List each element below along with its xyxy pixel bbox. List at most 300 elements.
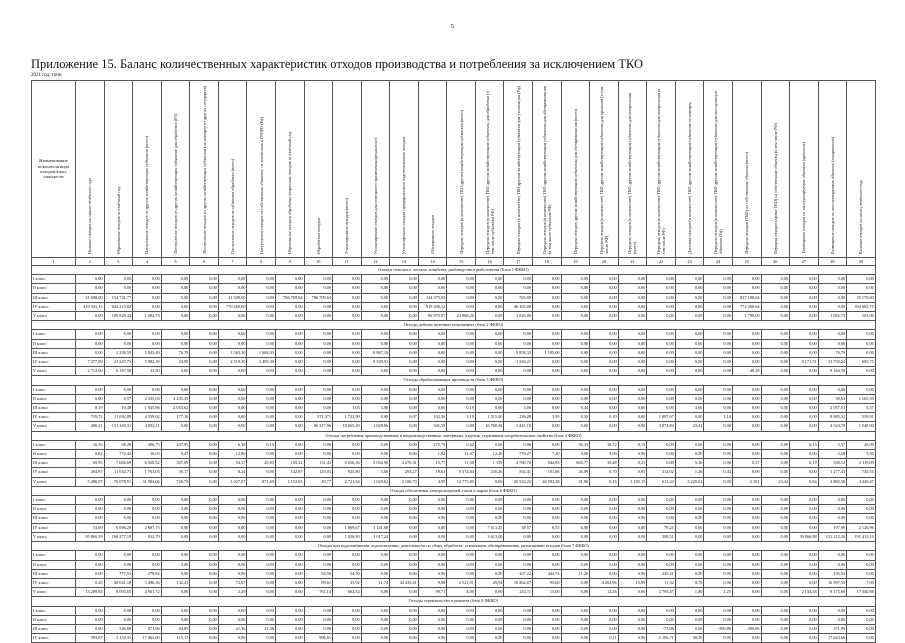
table-cell: 0,00 xyxy=(533,275,562,284)
table-cell: 0,00 xyxy=(618,312,647,321)
table-cell: 0,00 xyxy=(704,578,733,587)
table-cell: 0,00 xyxy=(447,302,476,311)
table-cell: 2 134,38 xyxy=(790,588,819,597)
header-cell xyxy=(218,81,247,258)
table-cell: 770 260,00 xyxy=(218,302,247,311)
column-number: 26 xyxy=(761,258,790,266)
table-cell: 2 712,60 xyxy=(76,367,105,376)
table-cell: 0,00 xyxy=(561,532,590,541)
table-cell: 0,00 xyxy=(790,624,819,633)
table-cell: 0,00 xyxy=(275,615,304,624)
hazard-class-label: I класс xyxy=(32,275,76,284)
table-cell: 54,50 xyxy=(333,569,362,578)
table-cell: 69,95 xyxy=(76,459,105,468)
table-cell: 12,26 xyxy=(590,588,619,597)
table-cell: 9,00 xyxy=(590,450,619,459)
table-cell: 4 202,96 xyxy=(590,578,619,587)
table-cell: 0,00 xyxy=(647,450,676,459)
table-cell: 0,00 xyxy=(304,394,333,403)
table-cell: 0,00 xyxy=(561,606,590,615)
table-cell: 39,63 xyxy=(818,394,847,403)
table-cell: 0,00 xyxy=(504,560,533,569)
table-cell: 0,00 xyxy=(618,551,647,560)
table-cell: 0,00 xyxy=(590,551,619,560)
table-cell: 0,00 xyxy=(761,404,790,413)
header-label: Передача отходов (в количестве) ТКО другим хозяйствующим субъектам (всего) xyxy=(458,110,464,254)
table-cell: 0,00 xyxy=(161,422,190,431)
table-cell: 0,00 xyxy=(675,339,704,348)
table-row xyxy=(32,312,876,321)
table-cell: 0,00 xyxy=(818,496,847,505)
table-cell: 0,00 xyxy=(361,606,390,615)
table-cell: 0,00 xyxy=(76,569,105,578)
table-cell: 0,00 xyxy=(790,367,819,376)
column-number: 11 xyxy=(333,258,362,266)
table-cell: 0,00 xyxy=(847,284,876,293)
table-cell: 1 017,24 xyxy=(361,532,390,541)
table-cell: 0,00 xyxy=(418,624,447,633)
table-cell: 11 042,71 xyxy=(104,468,133,477)
table-cell: 0,00 xyxy=(647,358,676,367)
header-label: Размещение отходов на эксплуатируемых объектах (хранение) xyxy=(801,142,807,254)
table-cell: 306,75 xyxy=(133,440,162,449)
table-cell: 0,13 xyxy=(618,440,647,449)
table-cell: 7 377,09 xyxy=(76,358,105,367)
table-cell: 0,00 xyxy=(190,293,219,302)
table-cell: 0,00 xyxy=(361,615,390,624)
table-cell: 0,00 xyxy=(704,634,733,643)
table-cell: 0,00 xyxy=(590,606,619,615)
section-title: Отходы строительства и ремонта (блок 8 ФККО) xyxy=(32,597,876,606)
table-cell: 502,41 xyxy=(504,468,533,477)
table-row xyxy=(32,404,876,413)
table-cell: 0,00 xyxy=(333,302,362,311)
table-cell: 0,00 xyxy=(504,385,533,394)
header-label: Поступление отходов из других хозяйствующих субъектов для обработки (Рб) xyxy=(172,114,178,254)
table-cell: 0,00 xyxy=(704,339,733,348)
table-row xyxy=(32,514,876,523)
hazard-class-label: IV класс xyxy=(32,358,76,367)
table-cell: 0,00 xyxy=(618,560,647,569)
table-cell: 0,00 xyxy=(190,468,219,477)
table-cell: 6 920,52 xyxy=(133,459,162,468)
table-cell: 0,00 xyxy=(504,606,533,615)
column-number: 18 xyxy=(533,258,562,266)
header-label: Передача отходов (в количестве) ТКО другим хозяйствующим субъектам для захоронения (всего) xyxy=(627,93,638,254)
table-cell: 6 187,58 xyxy=(104,367,133,376)
table-cell: 0,00 xyxy=(475,606,504,615)
table-cell: 2,49 xyxy=(218,588,247,597)
table-cell: 0,15 xyxy=(247,440,276,449)
table-cell: 0,00 xyxy=(590,532,619,541)
table-cell: 0,00 xyxy=(590,330,619,339)
header-cell xyxy=(418,81,447,258)
table-cell: 1,80 xyxy=(675,588,704,597)
table-cell: 0,00 xyxy=(675,348,704,357)
header-cell xyxy=(818,81,847,258)
table-cell: 26,09 xyxy=(847,440,876,449)
table-cell: 0,00 xyxy=(618,284,647,293)
header-label: Наличие отходов на конец отчётного года xyxy=(858,179,864,254)
table-cell: 0,00 xyxy=(190,560,219,569)
table-cell: 0,06 xyxy=(818,385,847,394)
table-cell: 0,00 xyxy=(418,514,447,523)
table-cell: 1 548,90 xyxy=(847,422,876,431)
table-cell: 0,00 xyxy=(561,578,590,587)
table-cell: 0,00 xyxy=(561,496,590,505)
table-cell: 31,96 xyxy=(561,477,590,486)
table-cell: 0,00 xyxy=(447,330,476,339)
table-row xyxy=(32,523,876,532)
table-cell: 7 666,69 xyxy=(104,459,133,468)
table-cell: 0,00 xyxy=(847,275,876,284)
table-cell: 3,00 xyxy=(504,404,533,413)
table-cell: 3,10 xyxy=(447,413,476,422)
table-cell: 11,74 xyxy=(361,578,390,587)
table-cell: 23,92 xyxy=(333,578,362,587)
table-row xyxy=(32,624,876,633)
table-cell: 0,00 xyxy=(104,514,133,523)
table-cell: 0,00 xyxy=(847,367,876,376)
table-cell: 0,00 xyxy=(704,505,733,514)
table-cell: 0,47 xyxy=(161,450,190,459)
table-cell: 0,00 xyxy=(475,560,504,569)
table-cell: 0,00 xyxy=(504,394,533,403)
table-cell: 0,00 xyxy=(475,358,504,367)
table-cell: 6 867,16 xyxy=(361,348,390,357)
table-cell: 76,79 xyxy=(161,348,190,357)
table-cell: 0,00 xyxy=(533,624,562,633)
table-cell: 49,77 xyxy=(304,477,333,486)
table-cell: 0,00 xyxy=(647,615,676,624)
table-cell: 0,00 xyxy=(475,385,504,394)
table-cell: 0,00 xyxy=(361,634,390,643)
table-cell: 419 341,15 xyxy=(76,302,105,311)
table-cell: 0,00 xyxy=(390,569,419,578)
table-cell: 0,00 xyxy=(161,514,190,523)
table-cell: 0,00 xyxy=(618,330,647,339)
table-cell: 0,00 xyxy=(275,514,304,523)
table-cell: 0,00 xyxy=(333,514,362,523)
table-cell: 1,26 xyxy=(675,468,704,477)
table-cell: 0,00 xyxy=(618,505,647,514)
table-cell: 0,00 xyxy=(247,404,276,413)
table-cell: 115,17 xyxy=(161,634,190,643)
table-row xyxy=(32,459,876,468)
table-cell: 0,00 xyxy=(761,312,790,321)
table-cell: 0,00 xyxy=(847,615,876,624)
table-cell: 0,00 xyxy=(790,293,819,302)
table-cell: 13 750,24 xyxy=(818,358,847,367)
table-cell: 0,00 xyxy=(418,532,447,541)
table-cell: 0,00 xyxy=(447,551,476,560)
table-cell: 0,00 xyxy=(447,615,476,624)
table-cell: 0,00 xyxy=(618,624,647,633)
table-cell: 90 317,96 xyxy=(304,422,333,431)
table-cell: 0,00 xyxy=(561,634,590,643)
table-row xyxy=(32,496,876,505)
table-cell: 0,00 xyxy=(447,624,476,633)
table-cell: 1 897,67 xyxy=(647,413,676,422)
table-cell: 0,00 xyxy=(104,560,133,569)
table-cell: 0,00 xyxy=(161,560,190,569)
table-cell: 38,28 xyxy=(104,440,133,449)
header-label: Передача отходов (кроме ТКО) на собственные объекты (в том числе РФ) xyxy=(772,122,778,254)
table-cell: 76,79 xyxy=(818,348,847,357)
table-cell: 0,00 xyxy=(133,330,162,339)
table-cell: 1,14 xyxy=(704,413,733,422)
table-cell: 0,00 xyxy=(704,514,733,523)
table-cell: 0,00 xyxy=(533,367,562,376)
table-cell: 46 582,38 xyxy=(533,477,562,486)
table-cell: 7 613,25 xyxy=(475,523,504,532)
column-number: 24 xyxy=(704,258,733,266)
table-cell: 0,19 xyxy=(76,404,105,413)
table-cell: 0,00 xyxy=(447,514,476,523)
table-cell: 0,00 xyxy=(161,505,190,514)
table-cell: 0,00 xyxy=(447,606,476,615)
table-cell: 0,00 xyxy=(333,330,362,339)
table-cell: 0,00 xyxy=(361,302,390,311)
hazard-class-label: III класс xyxy=(32,348,76,357)
table-cell: 0,00 xyxy=(247,330,276,339)
table-cell: 0,00 xyxy=(818,302,847,311)
table-cell: 0,50 xyxy=(561,413,590,422)
table-cell: 0,00 xyxy=(704,551,733,560)
table-cell: 0,00 xyxy=(618,615,647,624)
table-cell: 10 262,07 xyxy=(504,578,533,587)
table-row xyxy=(32,422,876,431)
table-cell: 0,00 xyxy=(275,532,304,541)
table-cell: 11,30 xyxy=(447,459,476,468)
table-cell: 0,00 xyxy=(390,302,419,311)
table-cell: 0,00 xyxy=(761,450,790,459)
table-cell: 2 339,59 xyxy=(104,348,133,357)
hazard-class-label: V класс xyxy=(32,367,76,376)
table-cell: 0,00 xyxy=(761,275,790,284)
table-cell: 0,00 xyxy=(504,330,533,339)
table-cell: 102,56 xyxy=(418,413,447,422)
table-cell: 0,00 xyxy=(475,312,504,321)
header-label: Обезврежено отходов xyxy=(430,215,436,254)
header-cell xyxy=(133,81,162,258)
table-cell: 17 062,00 xyxy=(133,634,162,643)
table-cell: 11 092,09 xyxy=(104,413,133,422)
table-cell: 0,00 xyxy=(76,339,105,348)
table-cell: 0,00 xyxy=(418,496,447,505)
table-cell: 0,00 xyxy=(218,532,247,541)
table-cell: 0,00 xyxy=(247,450,276,459)
table-cell: 0,00 xyxy=(361,275,390,284)
table-cell: 0,00 xyxy=(390,358,419,367)
hazard-class-label: II класс xyxy=(32,394,76,403)
header-label: Наличие отходов на начало отчётного года xyxy=(87,177,93,254)
section-header-row xyxy=(32,597,876,606)
table-cell: 932,79 xyxy=(133,532,162,541)
table-cell: 0,00 xyxy=(561,302,590,311)
section-title: Отходы при водоснабжении, водоотведении, деятельности по сбору, обработке, утилизации, обезвреживанию, размещению отходов (блок 7 ФККО) xyxy=(32,542,876,551)
table-cell: 154 741,77 xyxy=(104,293,133,302)
table-cell: 0,00 xyxy=(333,367,362,376)
table-cell: 4,95 xyxy=(418,477,447,486)
column-number: 9 xyxy=(275,258,304,266)
table-cell: 0,00 xyxy=(533,560,562,569)
table-cell: 6,88 xyxy=(561,523,590,532)
table-cell: 0,00 xyxy=(675,440,704,449)
table-cell: 0,00 xyxy=(533,339,562,348)
table-cell: 0,00 xyxy=(732,496,761,505)
hazard-class-label: I класс xyxy=(32,496,76,505)
header-label: Передача отходов (в количестве) ТКО другим хозяйствующим субъектам для захоронения (в том числе РФ) xyxy=(656,88,667,254)
table-cell: 0,00 xyxy=(361,514,390,523)
table-cell: 0,00 xyxy=(475,551,504,560)
table-cell: 0,00 xyxy=(704,560,733,569)
header-cell xyxy=(475,81,504,258)
table-cell: 17 623,66 xyxy=(818,634,847,643)
table-cell: 0,00 xyxy=(647,348,676,357)
table-cell: 0,00 xyxy=(732,358,761,367)
table-cell: 0,00 xyxy=(390,293,419,302)
table-cell: 5 982,39 xyxy=(133,358,162,367)
table-cell: 20,83 xyxy=(247,459,276,468)
table-cell: 0,00 xyxy=(704,330,733,339)
table-row xyxy=(32,275,876,284)
header-cell xyxy=(647,81,676,258)
table-cell: 0,00 xyxy=(732,523,761,532)
table-cell: 0,00 xyxy=(790,339,819,348)
table-cell: 0,00 xyxy=(561,560,590,569)
table-cell: 0,00 xyxy=(618,339,647,348)
section-title: Отходы сельского, лесного хозяйства, рыбоводства и рыболовства (Блок 1 ФККО) xyxy=(32,266,876,275)
table-cell: 0,00 xyxy=(275,413,304,422)
table-cell: 0,00 xyxy=(390,560,419,569)
table-cell: 0,00 xyxy=(561,588,590,597)
table-cell: 0,00 xyxy=(790,569,819,578)
table-cell: 0,00 xyxy=(818,505,847,514)
table-cell: 0,00 xyxy=(76,615,105,624)
table-cell: 0,00 xyxy=(190,358,219,367)
table-cell: 0,00 xyxy=(533,394,562,403)
table-cell: 0,00 xyxy=(218,615,247,624)
table-cell: 0,00 xyxy=(475,440,504,449)
table-cell: 76 078,91 xyxy=(104,477,133,486)
table-cell: 0,00 xyxy=(590,624,619,633)
table-cell: 0,00 xyxy=(590,496,619,505)
table-cell: 0,00 xyxy=(847,569,876,578)
table-cell: 0,00 xyxy=(590,312,619,321)
table-cell: 0,00 xyxy=(732,615,761,624)
table-cell: 1 152,65 xyxy=(275,477,304,486)
table-cell: 0,00 xyxy=(247,578,276,587)
table-cell: 0,00 xyxy=(133,551,162,560)
table-cell: 195,53 xyxy=(818,569,847,578)
table-cell: 2 119,09 xyxy=(847,459,876,468)
table-cell: 0,00 xyxy=(561,394,590,403)
table-cell: 765,00 xyxy=(504,293,533,302)
table-cell: 0,00 xyxy=(190,615,219,624)
waste-balance-table xyxy=(31,80,876,643)
table-cell: 0,00 xyxy=(104,606,133,615)
table-cell: 772 260,64 xyxy=(732,302,761,311)
table-cell: 0,00 xyxy=(504,624,533,633)
table-cell: 0,00 xyxy=(190,496,219,505)
table-cell: 0,00 xyxy=(76,606,105,615)
hazard-class-label: II класс xyxy=(32,284,76,293)
header-cell xyxy=(732,81,761,258)
table-cell: 0,00 xyxy=(533,312,562,321)
table-cell: 0,00 xyxy=(361,284,390,293)
table-cell: 0,00 xyxy=(247,284,276,293)
table-cell: 0,00 xyxy=(504,505,533,514)
table-cell: 0,00 xyxy=(704,302,733,311)
hazard-class-label: V класс xyxy=(32,532,76,541)
table-cell: 0,00 xyxy=(818,514,847,523)
table-cell: 0,00 xyxy=(647,496,676,505)
table-cell: 0,00 xyxy=(190,505,219,514)
table-cell: 0,00 xyxy=(304,514,333,523)
table-cell: 745,54 xyxy=(847,468,876,477)
table-cell: 0,00 xyxy=(104,339,133,348)
table-cell: 0,00 xyxy=(761,293,790,302)
table-cell: 0,00 xyxy=(761,634,790,643)
table-cell: 0,00 xyxy=(418,404,447,413)
table-cell: 0,62 xyxy=(447,440,476,449)
table-cell: 3 613,00 xyxy=(475,532,504,541)
table-cell: 0,00 xyxy=(361,560,390,569)
table-cell: 0,00 xyxy=(533,404,562,413)
table-cell: 3 220,02 xyxy=(675,477,704,486)
table-cell: 0,00 xyxy=(275,385,304,394)
table-cell: 0,00 xyxy=(190,284,219,293)
table-cell: 0,00 xyxy=(361,450,390,459)
table-cell: 0,00 xyxy=(504,615,533,624)
table-cell: 0,00 xyxy=(618,634,647,643)
table-cell: 6 656,36 xyxy=(333,459,362,468)
table-cell: 0,00 xyxy=(418,339,447,348)
table-cell: 0,00 xyxy=(647,404,676,413)
table-cell: 3,66 xyxy=(675,404,704,413)
header-cell xyxy=(333,81,362,258)
table-cell: 0,00 xyxy=(761,532,790,541)
table-cell: 233,11 xyxy=(504,588,533,597)
table-cell: 0,00 xyxy=(675,284,704,293)
table-cell: 308,51 xyxy=(647,532,676,541)
table-cell: 1 515,00 xyxy=(475,413,504,422)
table-cell: 0,00 xyxy=(847,348,876,357)
table-cell: 0,00 xyxy=(790,450,819,459)
table-cell: 0,00 xyxy=(275,284,304,293)
table-cell: 0,00 xyxy=(104,496,133,505)
table-cell: 2 106,71 xyxy=(647,634,676,643)
table-cell: 0,00 xyxy=(475,505,504,514)
header-label: Передача отходов (ТКО) на собственные объекты (всего) xyxy=(744,152,750,254)
table-cell: 0,00 xyxy=(247,560,276,569)
table-cell: 0,00 xyxy=(247,293,276,302)
table-cell: 5 858,33 xyxy=(504,348,533,357)
table-cell: 34,09 xyxy=(161,358,190,367)
table-cell: 0,00 xyxy=(533,440,562,449)
table-cell: 0,00 xyxy=(561,293,590,302)
table-cell: 4 961,72 xyxy=(133,588,162,597)
header-cell xyxy=(247,81,276,258)
table-cell: 0,00 xyxy=(390,532,419,541)
table-cell: 1,92 xyxy=(418,450,447,459)
table-cell: 0,00 xyxy=(475,477,504,486)
table-cell: 0,00 xyxy=(561,312,590,321)
table-cell: 0,00 xyxy=(732,560,761,569)
table-cell: 0,00 xyxy=(76,514,105,523)
table-cell: 0,00 xyxy=(761,459,790,468)
